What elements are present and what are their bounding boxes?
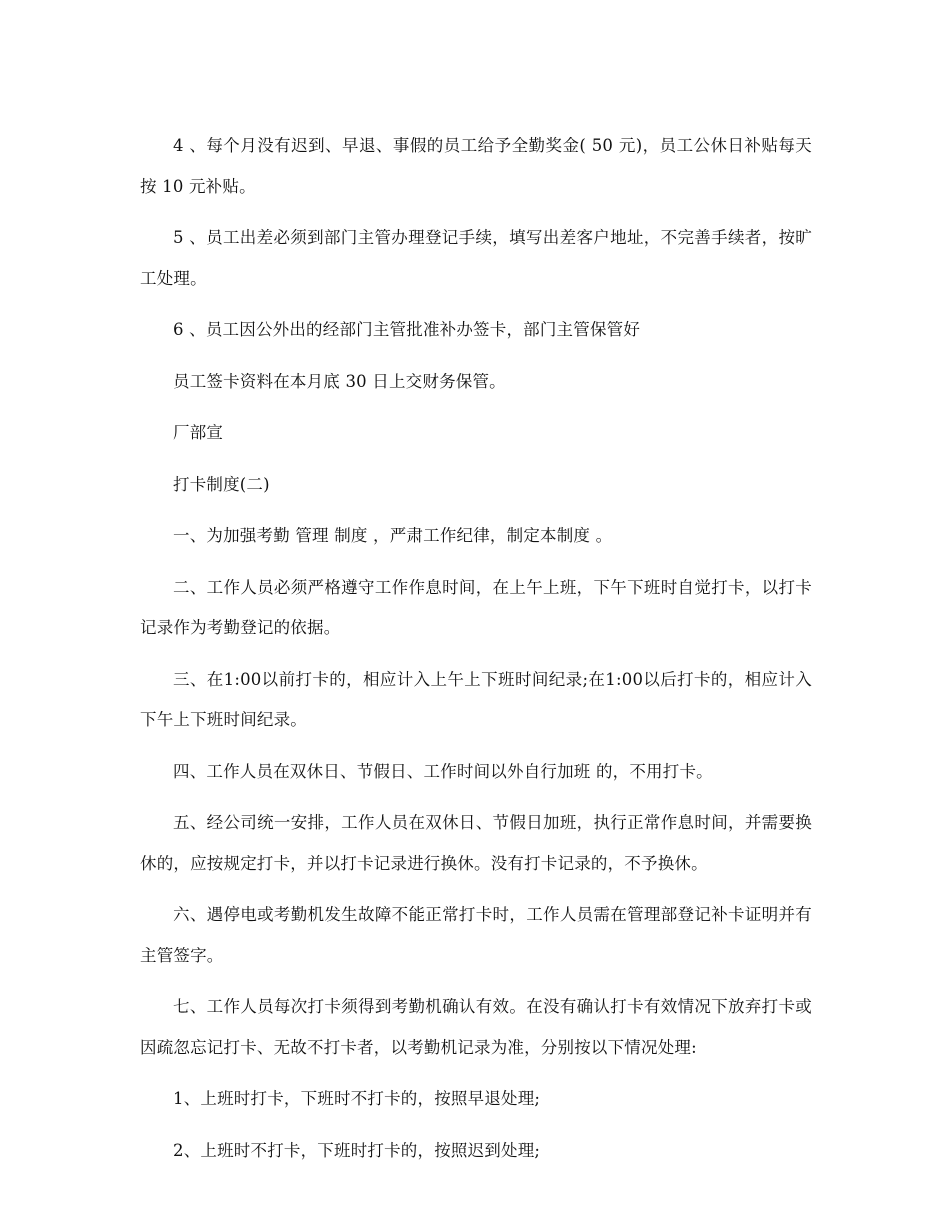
section-title: 打卡制度(二) [173,474,270,494]
paragraph-issuer: 厂部宣 [173,423,224,442]
paragraph-subitem-2: 2、上班时不打卡，下班时打卡的，按照迟到处理; [173,1140,541,1160]
paragraph-item-4: 四、工作人员在双休日、节假日、工作时间以外自行加班 的，不用打卡。 [173,761,713,781]
paragraph-subitem-1: 1、上班时打卡，下班时不打卡的，按照早退处理; [173,1089,541,1108]
document-page [140,126,812,1182]
paragraph-item-5: 五、经公司统一安排，工作人员在双休日、节假日加班，执行正常作息时间，并需要换休的，应按规定打卡，并以打卡记录进行换休。没有打卡记录的，不予换休。 [140,813,812,873]
paragraph-rule-4: 4 、每个月没有迟到、早退、事假的员工给予全勤奖金( 50 元)，员工公休日补贴每天按 10 元补贴。 [140,136,812,196]
paragraph-rule-6: 6 、员工因公外出的经部门主管批准补办签卡，部门主管保管好 [173,320,641,339]
paragraph-item-2: 二、工作人员必须严格遵守工作作息时间，在上午上班，下午下班时自觉打卡，以打卡记录作为考勤登记的依据。 [140,577,812,637]
paragraph-rule-5: 5 、员工出差必须到部门主管办理登记手续，填写出差客户地址，不完善手续者，按旷工处理。 [140,228,812,288]
paragraph-item-6: 六、遇停电或考勤机发生故障不能正常打卡时，工作人员需在管理部登记补卡证明并有主管签字。 [140,905,812,965]
paragraph-item-1: 一、为加强考勤 管理 制度 ，严肃工作纪律，制定本制度 。 [173,526,613,545]
paragraph-rule-6-continued: 员工签卡资料在本月底 30 日上交财务保管。 [173,371,506,391]
paragraph-item-3: 三、在1:00以前打卡的，相应计入上午上下班时间纪录;在1:00以后打卡的，相应计入下午上下班时间纪录。 [140,669,812,729]
paragraph-item-7: 七、工作人员每次打卡须得到考勤机确认有效。在没有确认打卡有效情况下放弃打卡或因疏忽忘记打卡、无故不打卡者，以考勤机记录为准，分别按以下情况处理: [140,997,812,1057]
